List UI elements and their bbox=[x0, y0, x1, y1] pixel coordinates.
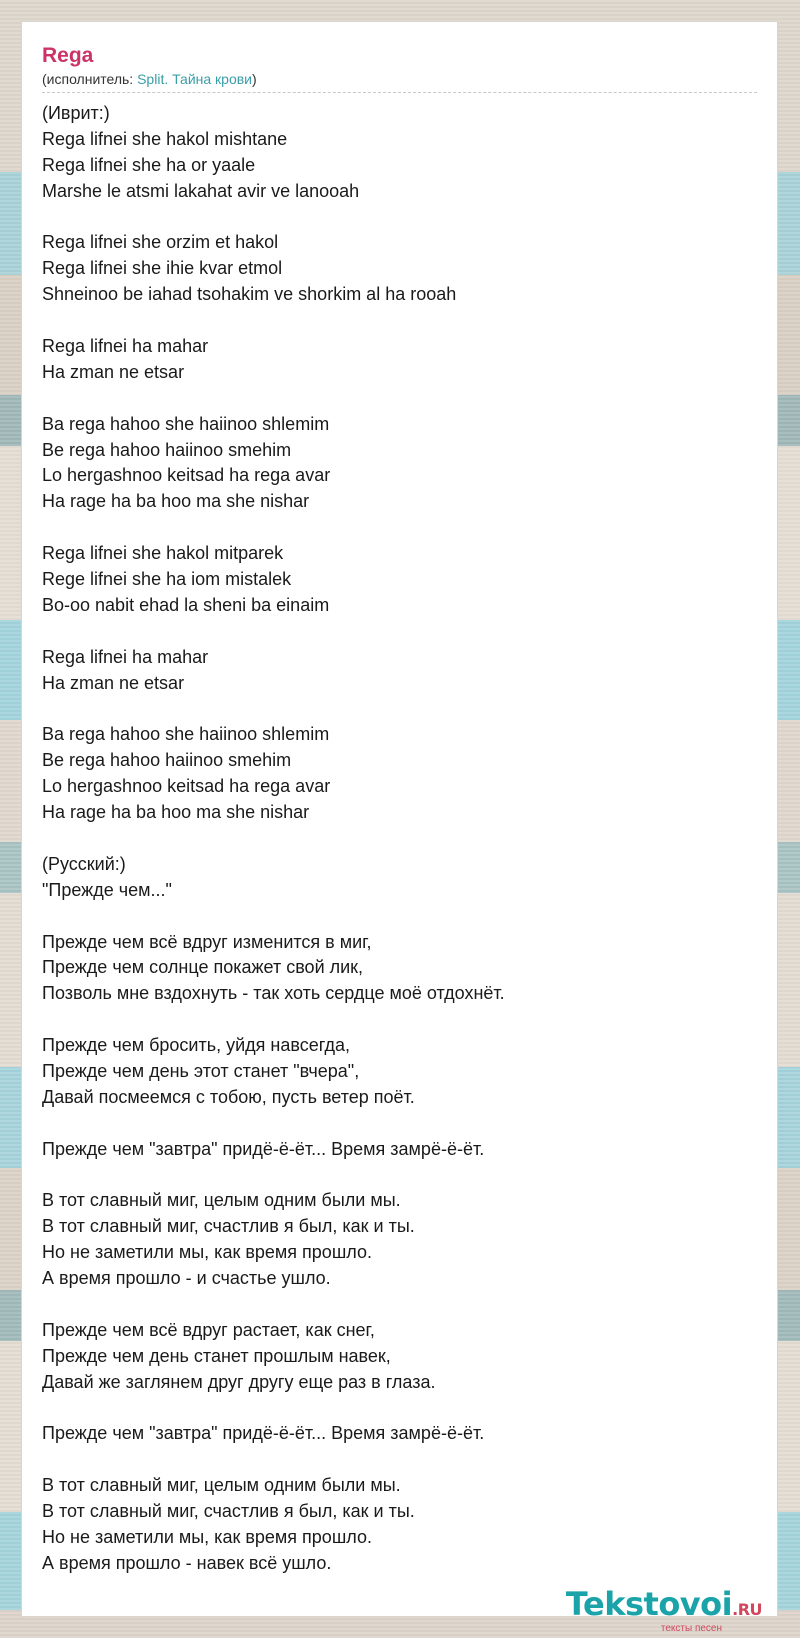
stanza-break bbox=[42, 826, 757, 852]
lyric-line: Rega lifnei she ha or yaale bbox=[42, 154, 256, 175]
logo-tagline: тексты песен bbox=[660, 1623, 722, 1634]
stanza-break bbox=[42, 1396, 757, 1422]
lyric-line: Прежде чем солнце покажет свой лик, bbox=[42, 957, 364, 978]
lyric-line: Давай же заглянем друг другу еще раз в глаза. bbox=[42, 1371, 436, 1392]
stanza-break bbox=[42, 205, 757, 231]
artist-prefix: (исполнитель: bbox=[42, 71, 138, 87]
lyric-line: Прежде чем "завтра" придё-ё-ёт... Время замрё-ё-ёт. bbox=[42, 1138, 485, 1159]
lyric-line: Rege lifnei she ha iom mistalek bbox=[42, 569, 292, 590]
lyric-line: Давай посмеемся с тобою, пусть ветер поёт. bbox=[42, 1086, 415, 1107]
lyric-line: В тот славный миг, счастлив я был, как и ты. bbox=[42, 1501, 415, 1522]
lyric-line: Прежде чем день станет прошлым навек, bbox=[42, 1345, 391, 1366]
artist-suffix: ) bbox=[252, 71, 257, 87]
lyrics-text bbox=[42, 101, 757, 1577]
lyric-line: Be rega hahoo haiinoo smehim bbox=[42, 750, 292, 771]
artist-link[interactable]: Split. Тайна крови bbox=[137, 71, 252, 87]
song-title: Rega bbox=[42, 44, 94, 67]
logo-wordmark: Tekstovoi bbox=[565, 1585, 733, 1623]
logo-domain: .RU bbox=[732, 1600, 762, 1619]
lyric-line: Прежде чем день этот станет "вчера", bbox=[42, 1060, 360, 1081]
lyric-line: Marshe le atsmi lakahat avir ve lanooah bbox=[42, 180, 360, 201]
lyric-line: Rega lifnei ha mahar bbox=[42, 646, 209, 667]
lyric-line: В тот славный миг, счастлив я был, как и ты. bbox=[42, 1216, 415, 1237]
lyric-line: Rega lifnei she hakol mitparek bbox=[42, 543, 284, 564]
lyric-line: Rega lifnei ha mahar bbox=[42, 336, 209, 357]
lyric-line: Но не заметили мы, как время прошло. bbox=[42, 1242, 372, 1263]
stanza-break bbox=[42, 619, 757, 645]
stanza-break bbox=[42, 1111, 757, 1137]
lyric-line: Позволь мне вздохнуть - так хоть сердце моё отдохнёт. bbox=[42, 983, 505, 1004]
lyrics-card bbox=[21, 21, 778, 1617]
stanza-break bbox=[42, 904, 757, 930]
lyric-line: Rega lifnei she ihie kvar etmol bbox=[42, 258, 283, 279]
lyric-line: Lo hergashnoo keitsad ha rega avar bbox=[42, 776, 331, 797]
lyric-line: Lo hergashnoo keitsad ha rega avar bbox=[42, 465, 331, 486]
lyric-line: Ba rega hahoo she haiinoo shlemim bbox=[42, 413, 330, 434]
lyric-line: Но не заметили мы, как время прошло. bbox=[42, 1526, 372, 1547]
lyric-line: Ha rage ha ba hoo ma she nishar bbox=[42, 802, 310, 823]
stanza-break bbox=[42, 1007, 757, 1033]
lyric-line: Ha zman ne etsar bbox=[42, 361, 185, 382]
stanza-break bbox=[42, 696, 757, 722]
lyric-line: Shneinoo be iahad tsohakim ve shorkim al ha rooah bbox=[42, 284, 457, 305]
stanza-break bbox=[42, 386, 757, 412]
lyric-line: Bo-oo nabit ehad la sheni ba einaim bbox=[42, 594, 330, 615]
lyric-line: А время прошло - навек всё ушло. bbox=[42, 1552, 332, 1573]
stanza-break bbox=[42, 308, 757, 334]
lyric-line: Ba rega hahoo she haiinoo shlemim bbox=[42, 724, 330, 745]
lyric-line: В тот славный миг, целым одним были мы. bbox=[42, 1190, 401, 1211]
stanza-break bbox=[42, 1447, 757, 1473]
lyric-line: Прежде чем всё вдруг растает, как снег, bbox=[42, 1319, 375, 1340]
lyric-line: Ha rage ha ba hoo ma she nishar bbox=[42, 491, 310, 512]
lyric-line: А время прошло - и счастье ушло. bbox=[42, 1268, 331, 1289]
lyric-line: Be rega hahoo haiinoo smehim bbox=[42, 439, 292, 460]
lyric-line: "Прежде чем..." bbox=[42, 879, 172, 900]
lyric-line: (Русский:) bbox=[42, 853, 126, 874]
lyric-line: Rega lifnei she orzim et hakol bbox=[42, 232, 279, 253]
lyric-line: Ha zman ne etsar bbox=[42, 672, 185, 693]
site-logo[interactable] bbox=[566, 1587, 762, 1634]
lyric-line: В тот славный миг, целым одним были мы. bbox=[42, 1475, 401, 1496]
stanza-break bbox=[42, 515, 757, 541]
lyric-line: Прежде чем всё вдруг изменится в миг, bbox=[42, 931, 372, 952]
stanza-break bbox=[42, 1292, 757, 1318]
lyric-line: Rega lifnei she hakol mishtane bbox=[42, 128, 288, 149]
lyric-line: Прежде чем бросить, уйдя навсегда, bbox=[42, 1035, 350, 1056]
lyric-line: (Иврит:) bbox=[42, 103, 110, 123]
stanza-break bbox=[42, 1163, 757, 1189]
lyric-line: Прежде чем "завтра" придё-ё-ёт... Время замрё-ё-ёт. bbox=[42, 1423, 485, 1444]
artist-line bbox=[42, 70, 757, 93]
